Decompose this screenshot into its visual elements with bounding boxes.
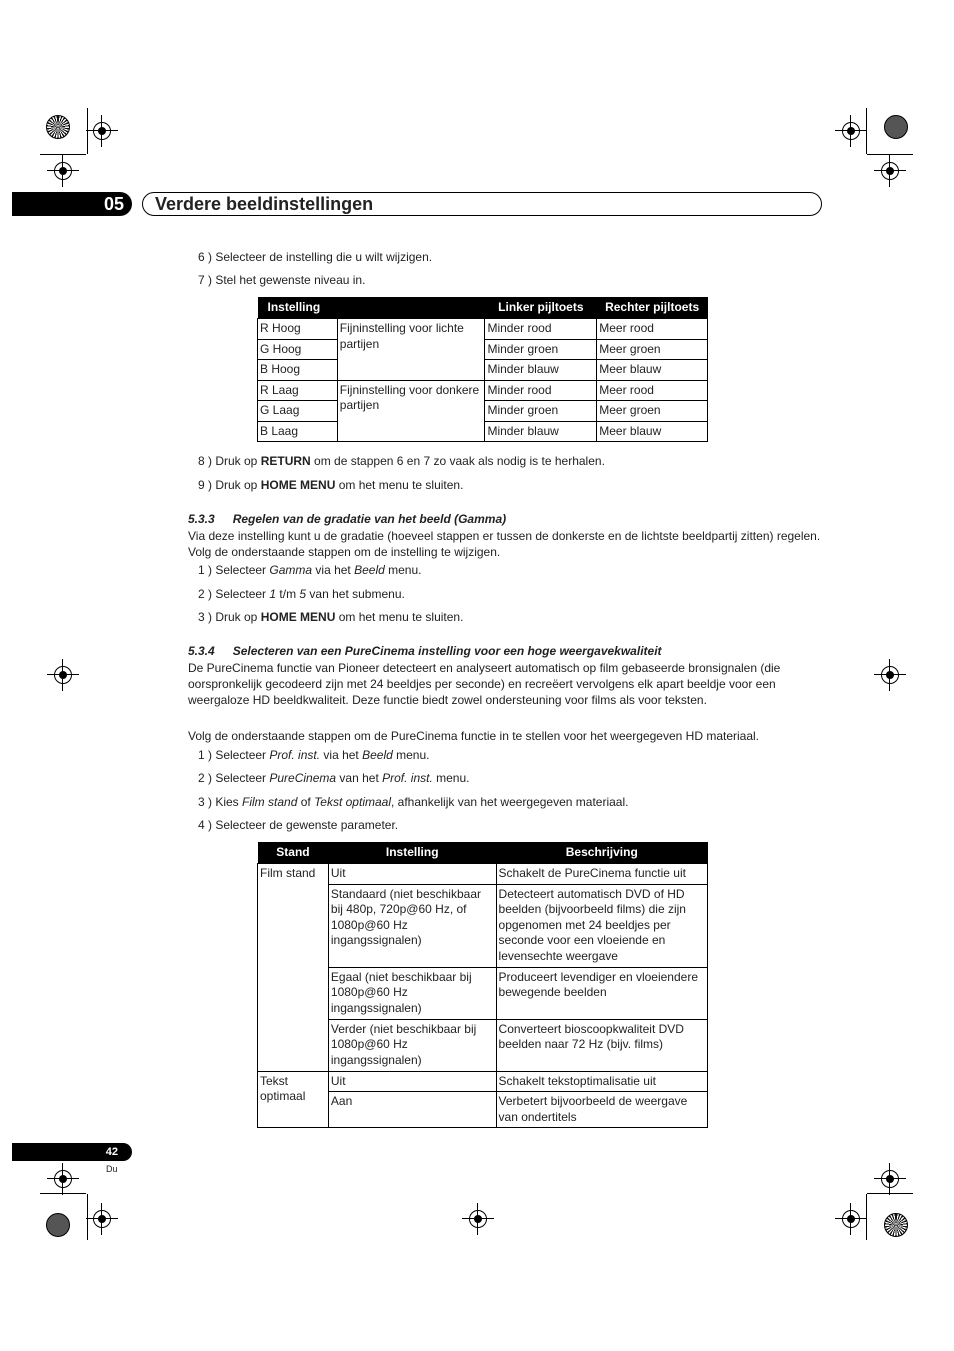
registration-mark-icon <box>54 666 72 684</box>
step-7: 7 ) Stel het gewenste niveau in. <box>198 273 366 287</box>
table-cell: Aan <box>328 1092 496 1128</box>
column-header: Beschrijving <box>496 842 707 864</box>
table-cell: G Hoog <box>258 339 338 360</box>
column-header: Instelling <box>328 842 496 864</box>
column-header: Linker pijltoets <box>485 297 597 319</box>
table-cell: Standaard (niet beschikbaar bij 480p, 720p@60 Hz, of 1080p@60 Hz ingangssignalen) <box>328 884 496 967</box>
table-cell: Minder rood <box>485 380 597 401</box>
table-cell: Meer blauw <box>597 421 708 442</box>
group-label: Fijninstelling voor lichte partijen <box>337 319 485 381</box>
table-cell: Minder rood <box>485 319 597 340</box>
color-wheel-icon <box>46 115 70 139</box>
gamma-step-2: 2 ) Selecteer 1 t/m 5 van het submenu. <box>198 587 405 601</box>
table-cell: B Hoog <box>258 360 338 381</box>
table-cell: R Laag <box>258 380 338 401</box>
registration-mark-icon <box>54 162 72 180</box>
table-cell: Converteert bioscoopkwaliteit DVD beelden naar 72 Hz (bijv. films) <box>496 1019 707 1071</box>
table-header-row <box>258 297 708 319</box>
table-cell: Detecteert automatisch DVD of HD beelden (bijvoorbeeld films) die zijn opgenomen met 24 beeldjes per seconde voor een vloeiende en levensechte weergave <box>496 884 707 967</box>
table-cell: Meer rood <box>597 319 708 340</box>
section-intro-2: Volg de onderstaande stappen om de PureCinema functie in te stellen voor het weergegeven HD materiaal. <box>188 729 760 743</box>
table-row <box>258 864 708 885</box>
table-cell: Minder groen <box>485 339 597 360</box>
table-row <box>258 319 708 340</box>
rgb-adjust-table <box>257 297 708 442</box>
table-row <box>258 1071 708 1092</box>
step-6: 6 ) Selecteer de instelling die u wilt wijzigen. <box>198 250 433 264</box>
mode-label: Tekst optimaal <box>258 1071 329 1128</box>
section-intro: Via deze instelling kunt u de gradatie (hoeveel stappen er tussen de donkerste en de lichtste beeldpartij zitten) regelen. Volg de onderstaande stappen om de instelling te wijzigen. <box>188 529 821 559</box>
table-cell: Meer groen <box>597 401 708 422</box>
registration-mark-icon <box>93 122 111 140</box>
registration-mark-icon <box>881 1170 899 1188</box>
purecinema-step-2: 2 ) Selecteer PureCinema van het Prof. inst. menu. <box>198 771 470 785</box>
table-cell: B Laag <box>258 421 338 442</box>
registration-mark-icon <box>93 1210 111 1228</box>
button-name: HOME MENU <box>260 478 336 492</box>
language-code: Du <box>106 1164 118 1174</box>
chapter-title: Verdere beeldinstellingen <box>142 192 822 216</box>
table-cell: G Laag <box>258 401 338 422</box>
table-cell: Meer rood <box>597 380 708 401</box>
registration-mark-icon <box>54 1170 72 1188</box>
table-row <box>258 380 708 401</box>
page-number: 42 <box>12 1143 132 1161</box>
gamma-step-3: 3 ) Druk op HOME MENU om het menu te sluiten. <box>198 610 464 624</box>
table-cell: Uit <box>328 1071 496 1092</box>
registration-mark-icon <box>881 162 899 180</box>
group-label: Fijninstelling voor donkere partijen <box>337 380 485 442</box>
table-cell: Schakelt de PureCinema functie uit <box>496 864 707 885</box>
step-8: 8 ) Druk op RETURN om de stappen 6 en 7 zo vaak als nodig is te herhalen. <box>198 454 605 468</box>
table-cell: Meer groen <box>597 339 708 360</box>
table-cell: Uit <box>328 864 496 885</box>
table-cell: Minder blauw <box>485 360 597 381</box>
column-header: Rechter pijltoets <box>597 297 708 319</box>
column-header: Stand <box>258 842 329 864</box>
table-cell: Meer blauw <box>597 360 708 381</box>
section-heading: 5.3.3 Regelen van de gradatie van het beeld (Gamma) <box>188 512 507 526</box>
purecinema-table <box>257 842 708 1128</box>
table-header-row <box>258 842 708 864</box>
mode-label: Film stand <box>258 864 329 1072</box>
purecinema-step-4: 4 ) Selecteer de gewenste parameter. <box>198 818 399 832</box>
color-wheel-icon <box>46 1213 70 1237</box>
step-9: 9 ) Druk op HOME MENU om het menu te sluiten. <box>198 478 464 492</box>
registration-mark-icon <box>469 1210 487 1228</box>
table-cell: Verder (niet beschikbaar bij 1080p@60 Hz ingangssignalen) <box>328 1019 496 1071</box>
chapter-number: 05 <box>12 192 132 216</box>
table-cell: Minder blauw <box>485 421 597 442</box>
table-cell: Schakelt tekstoptimalisatie uit <box>496 1071 707 1092</box>
table-cell: Minder groen <box>485 401 597 422</box>
table-cell: Egaal (niet beschikbaar bij 1080p@60 Hz ingangssignalen) <box>328 967 496 1019</box>
registration-mark-icon <box>881 666 899 684</box>
section-heading: 5.3.4 Selecteren van een PureCinema instelling voor een hoge weergavekwaliteit <box>188 644 662 658</box>
color-wheel-icon <box>884 115 908 139</box>
table-cell: Produceert levendiger en vloeiendere bewegende beelden <box>496 967 707 1019</box>
color-wheel-icon <box>884 1213 908 1237</box>
registration-mark-icon <box>842 1210 860 1228</box>
registration-mark-icon <box>842 122 860 140</box>
table-cell: Verbetert bijvoorbeeld de weergave van ondertitels <box>496 1092 707 1128</box>
purecinema-step-3: 3 ) Kies Film stand of Tekst optimaal, afhankelijk van het weergegeven materiaal. <box>198 795 629 809</box>
button-name: RETURN <box>260 454 311 468</box>
gamma-step-1: 1 ) Selecteer Gamma via het Beeld menu. <box>198 563 422 577</box>
section-intro: De PureCinema functie van Pioneer detecteert en analyseert automatisch op film gebaseerde bronsignalen (die oorspronkelijk gecodeerd zijn met 24 beeldjes per seconde) en recreëert vervolgens elk apart beeldje voor een weergaloze HD beeldkwaliteit. Deze functie biedt zowel ondersteuning voor films als voor teksten. <box>188 661 781 707</box>
table-cell: R Hoog <box>258 319 338 340</box>
purecinema-step-1: 1 ) Selecteer Prof. inst. via het Beeld menu. <box>198 748 430 762</box>
column-header: Instelling <box>258 297 485 319</box>
